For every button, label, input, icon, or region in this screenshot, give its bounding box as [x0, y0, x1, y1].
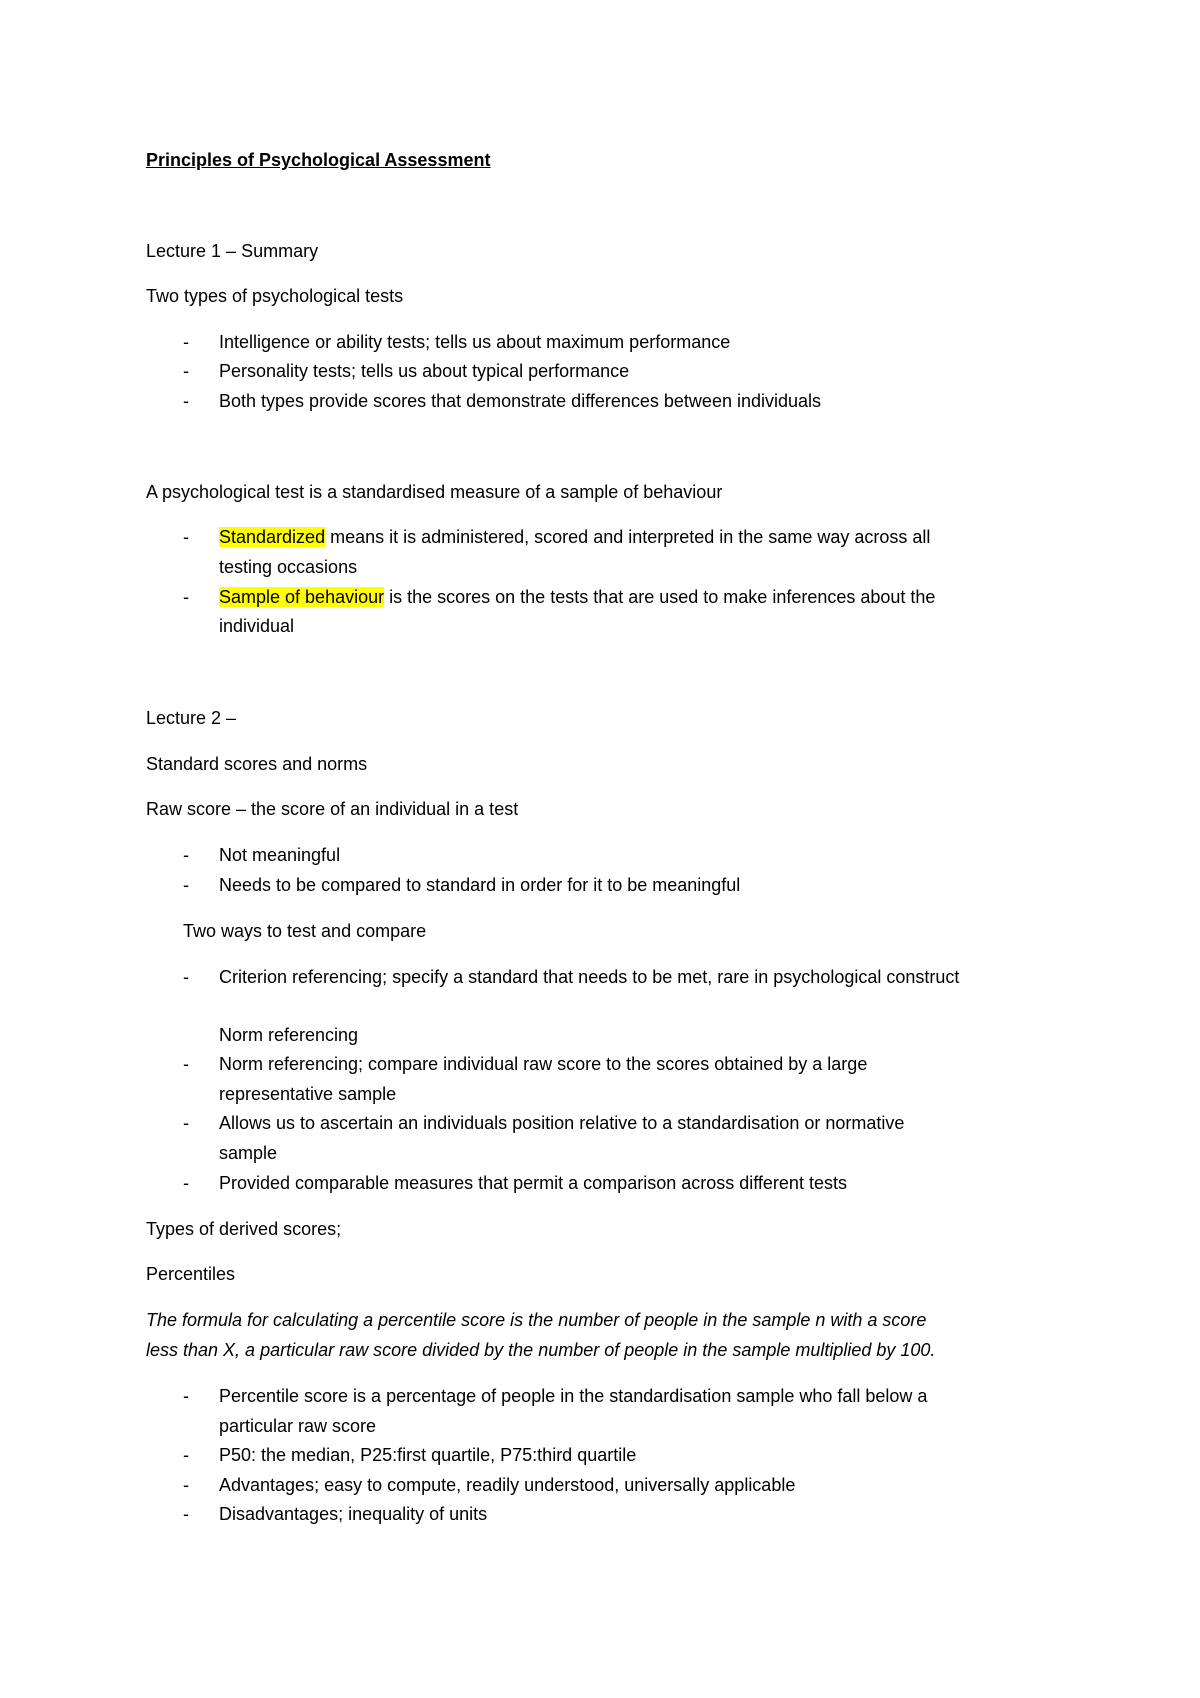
bullet-marker: - — [183, 967, 189, 987]
list-item: Not meaningful — [219, 845, 341, 865]
list-item — [219, 522, 930, 552]
bullet-marker: - — [183, 587, 189, 607]
list-item-text: is the scores on the tests that are used to make inferences about the — [384, 587, 936, 607]
bullet-marker: - — [183, 1173, 189, 1193]
formula-text: less than X, a particular raw score divided by the number of people in the sample multiplied by 100. — [146, 1340, 936, 1360]
list-item: P50: the median, P25:first quartile, P75:third quartile — [219, 1445, 637, 1465]
derived-scores-heading: Types of derived scores; — [146, 1219, 342, 1239]
bullet-marker: - — [183, 391, 189, 411]
bullet-marker: - — [183, 845, 189, 865]
bullet-marker: - — [183, 361, 189, 381]
list-item-continuation: testing occasions — [219, 557, 358, 577]
lecture1-heading: Lecture 1 – Summary — [146, 241, 319, 261]
highlighted-term: Standardized — [219, 527, 326, 547]
lecture2-subheading: Standard scores and norms — [146, 754, 368, 774]
document-title: Principles of Psychological Assessment — [146, 150, 491, 170]
raw-score-definition: Raw score – the score of an individual in a test — [146, 799, 519, 819]
list-item-continuation: representative sample — [219, 1084, 397, 1104]
bullet-marker: - — [183, 1445, 189, 1465]
bullet-marker: - — [183, 1113, 189, 1133]
two-ways-heading: Two ways to test and compare — [183, 921, 427, 941]
list-item: Intelligence or ability tests; tells us about maximum performance — [219, 332, 731, 352]
bullet-marker: - — [183, 332, 189, 352]
percentiles-heading: Percentiles — [146, 1264, 236, 1284]
list-item: Percentile score is a percentage of people in the standardisation sample who fall below a — [219, 1386, 928, 1406]
list-item: Disadvantages; inequality of units — [219, 1504, 488, 1524]
list-item: Needs to be compared to standard in order for it to be meaningful — [219, 875, 741, 895]
test-types-intro: Two types of psychological tests — [146, 286, 404, 306]
bullet-marker: - — [183, 1054, 189, 1074]
list-item: Advantages; easy to compute, readily understood, universally applicable — [219, 1475, 796, 1495]
bullet-marker: - — [183, 875, 189, 895]
list-item-continuation: sample — [219, 1143, 278, 1163]
formula-text: The formula for calculating a percentile score is the number of people in the sample n with a score — [146, 1310, 927, 1330]
list-item — [219, 582, 935, 612]
list-item-text: means it is administered, scored and interpreted in the same way across all — [325, 527, 931, 547]
list-item: Personality tests; tells us about typical performance — [219, 361, 630, 381]
bullet-marker: - — [183, 1386, 189, 1406]
list-item: Criterion referencing; specify a standard that needs to be met, rare in psychological construct — [219, 967, 960, 987]
highlighted-term: Sample of behaviour — [219, 587, 385, 607]
bullet-marker: - — [183, 1504, 189, 1524]
norm-referencing-label: Norm referencing — [219, 1025, 359, 1045]
list-item: Provided comparable measures that permit a comparison across different tests — [219, 1173, 847, 1193]
bullet-marker: - — [183, 1475, 189, 1495]
test-definition: A psychological test is a standardised measure of a sample of behaviour — [146, 482, 723, 502]
bullet-marker: - — [183, 527, 189, 547]
lecture2-heading: Lecture 2 – — [146, 708, 237, 728]
list-item-continuation: individual — [219, 616, 295, 636]
list-item: Allows us to ascertain an individuals position relative to a standardisation or normative — [219, 1113, 905, 1133]
list-item-continuation: particular raw score — [219, 1416, 377, 1436]
list-item: Norm referencing; compare individual raw score to the scores obtained by a large — [219, 1054, 868, 1074]
list-item: Both types provide scores that demonstrate differences between individuals — [219, 391, 822, 411]
